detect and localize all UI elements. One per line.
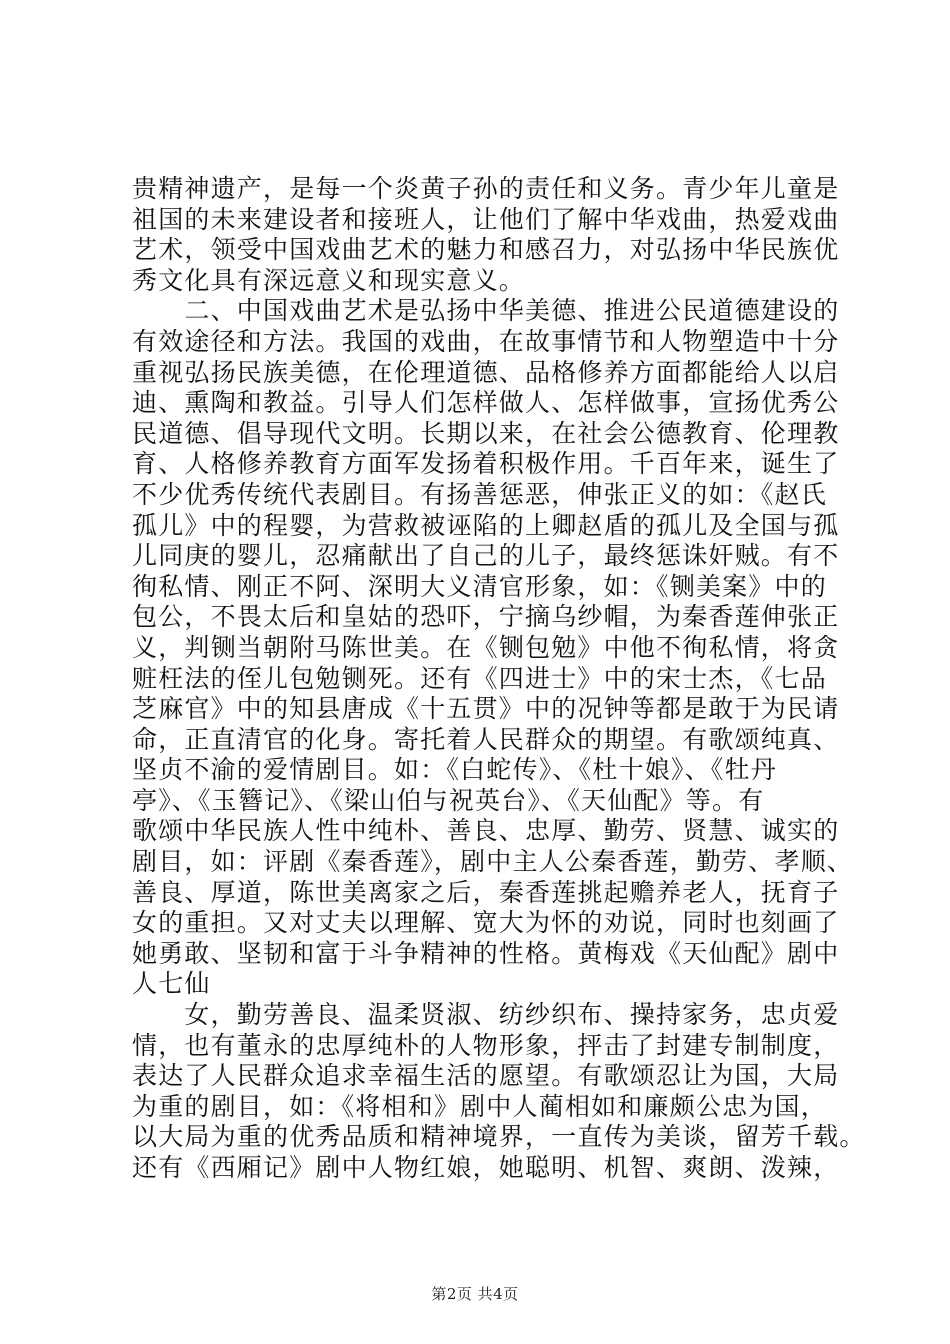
text-line: 善良、厚道，陈世美离家之后，秦香莲挑起赡养老人，抚育子	[132, 877, 840, 907]
text-line: 女的重担。又对丈夫以理解、宽大为怀的劝说，同时也刻画了	[132, 908, 840, 938]
text-line: 儿同庚的婴儿，忍痛献出了自己的儿子，最终惩诛奸贼。有不	[132, 541, 840, 571]
text-line: 亭》、《玉簪记》、《梁山伯与祝英台》、《天仙配》等。有	[132, 785, 765, 815]
text-line: 坚贞不渝的爱情剧目。如：《白蛇传》、《杜十娘》、《牡丹	[132, 755, 777, 785]
text-line: 她勇敢、坚韧和富于斗争精神的性格。黄梅戏《天仙配》剧中	[132, 938, 840, 968]
text-line: 以大局为重的优秀品质和精神境界，一直传为美谈，留芳千载。	[132, 1122, 866, 1152]
text-line: 还有《西厢记》剧中人物红娘，她聪明、机智、爽朗、泼辣，	[132, 1153, 840, 1182]
text-line: 有效途径和方法。我国的戏曲，在故事情节和人物塑造中十分	[132, 326, 840, 356]
text-line: 徇私情、刚正不阿、深明大义清官形象，如：《铡美案》中的	[132, 571, 827, 601]
body-text	[132, 174, 866, 1184]
text-line: 赃枉法的侄儿包勉铡死。还有《四进士》中的宋士杰，《七品	[132, 663, 827, 693]
text-line: 命，正直清官的化身。寄托着人民群众的期望。有歌颂纯真、	[132, 724, 840, 754]
text-line: 义，判铡当朝附马陈世美。在《铡包勉》中他不徇私情，将贪	[132, 632, 840, 662]
text-line: 育、人格修养教育方面军发扬着积极作用。千百年来，诞生了	[132, 449, 840, 479]
page-footer: 第2页 共4页	[431, 1285, 519, 1303]
text-line: 包公，不畏太后和皇姑的恐吓，宁摘乌纱帽，为秦香莲伸张正	[132, 602, 840, 632]
text-line: 情，也有董永的忠厚纯朴的人物形象，抨击了封建专制制度，	[132, 1030, 840, 1060]
text-line: 祖国的未来建设者和接班人，让他们了解中华戏曲，热爱戏曲	[132, 204, 840, 234]
text-line: 民道德、倡导现代文明。长期以来，在社会公德教育、伦理教	[132, 418, 840, 448]
text-line: 不少优秀传统代表剧目。有扬善惩恶，伸张正义的如：《赵氏	[132, 479, 827, 509]
text-line: 剧目，如：评剧《秦香莲》，剧中主人公秦香莲，勤劳、孝顺、	[132, 847, 854, 877]
text-line: 芝麻官》中的知县唐成《十五贯》中的况钟等都是敢于为民请	[132, 694, 840, 724]
text-line: 重视弘扬民族美德，在伦理道德、品格修养方面都能给人以启	[132, 357, 840, 387]
text-line: 表达了人民群众追求幸福生活的愿望。有歌颂忍让为国，大局	[132, 1061, 840, 1091]
text-line: 迪、熏陶和教益。引导人们怎样做人、怎样做事，宣扬优秀公	[132, 388, 840, 418]
text-line: 贵精神遗产，是每一个炎黄子孙的责任和义务。青少年儿童是	[132, 174, 840, 203]
text-line: 人七仙	[132, 969, 211, 999]
text-line: 艺术，领受中国戏曲艺术的魅力和感召力，对弘扬中华民族优	[132, 235, 840, 265]
text-line: 为重的剧目，如：《将相和》剧中人蔺相如和廉颇公忠为国，	[132, 1091, 827, 1121]
text-line: 孤儿》中的程婴，为营救被诬陷的上卿赵盾的孤儿及全国与孤	[132, 510, 840, 540]
text-line: 秀文化具有深远意义和现实意义。	[132, 265, 526, 295]
text-line: 二、中国戏曲艺术是弘扬中华美德、推进公民道德建设的	[132, 296, 840, 326]
text-line: 女，勤劳善良、温柔贤淑、纺纱织布、操持家务，忠贞爱	[132, 1000, 840, 1030]
text-line: 歌颂中华民族人性中纯朴、善良、忠厚、勤劳、贤慧、诚实的	[132, 816, 840, 846]
